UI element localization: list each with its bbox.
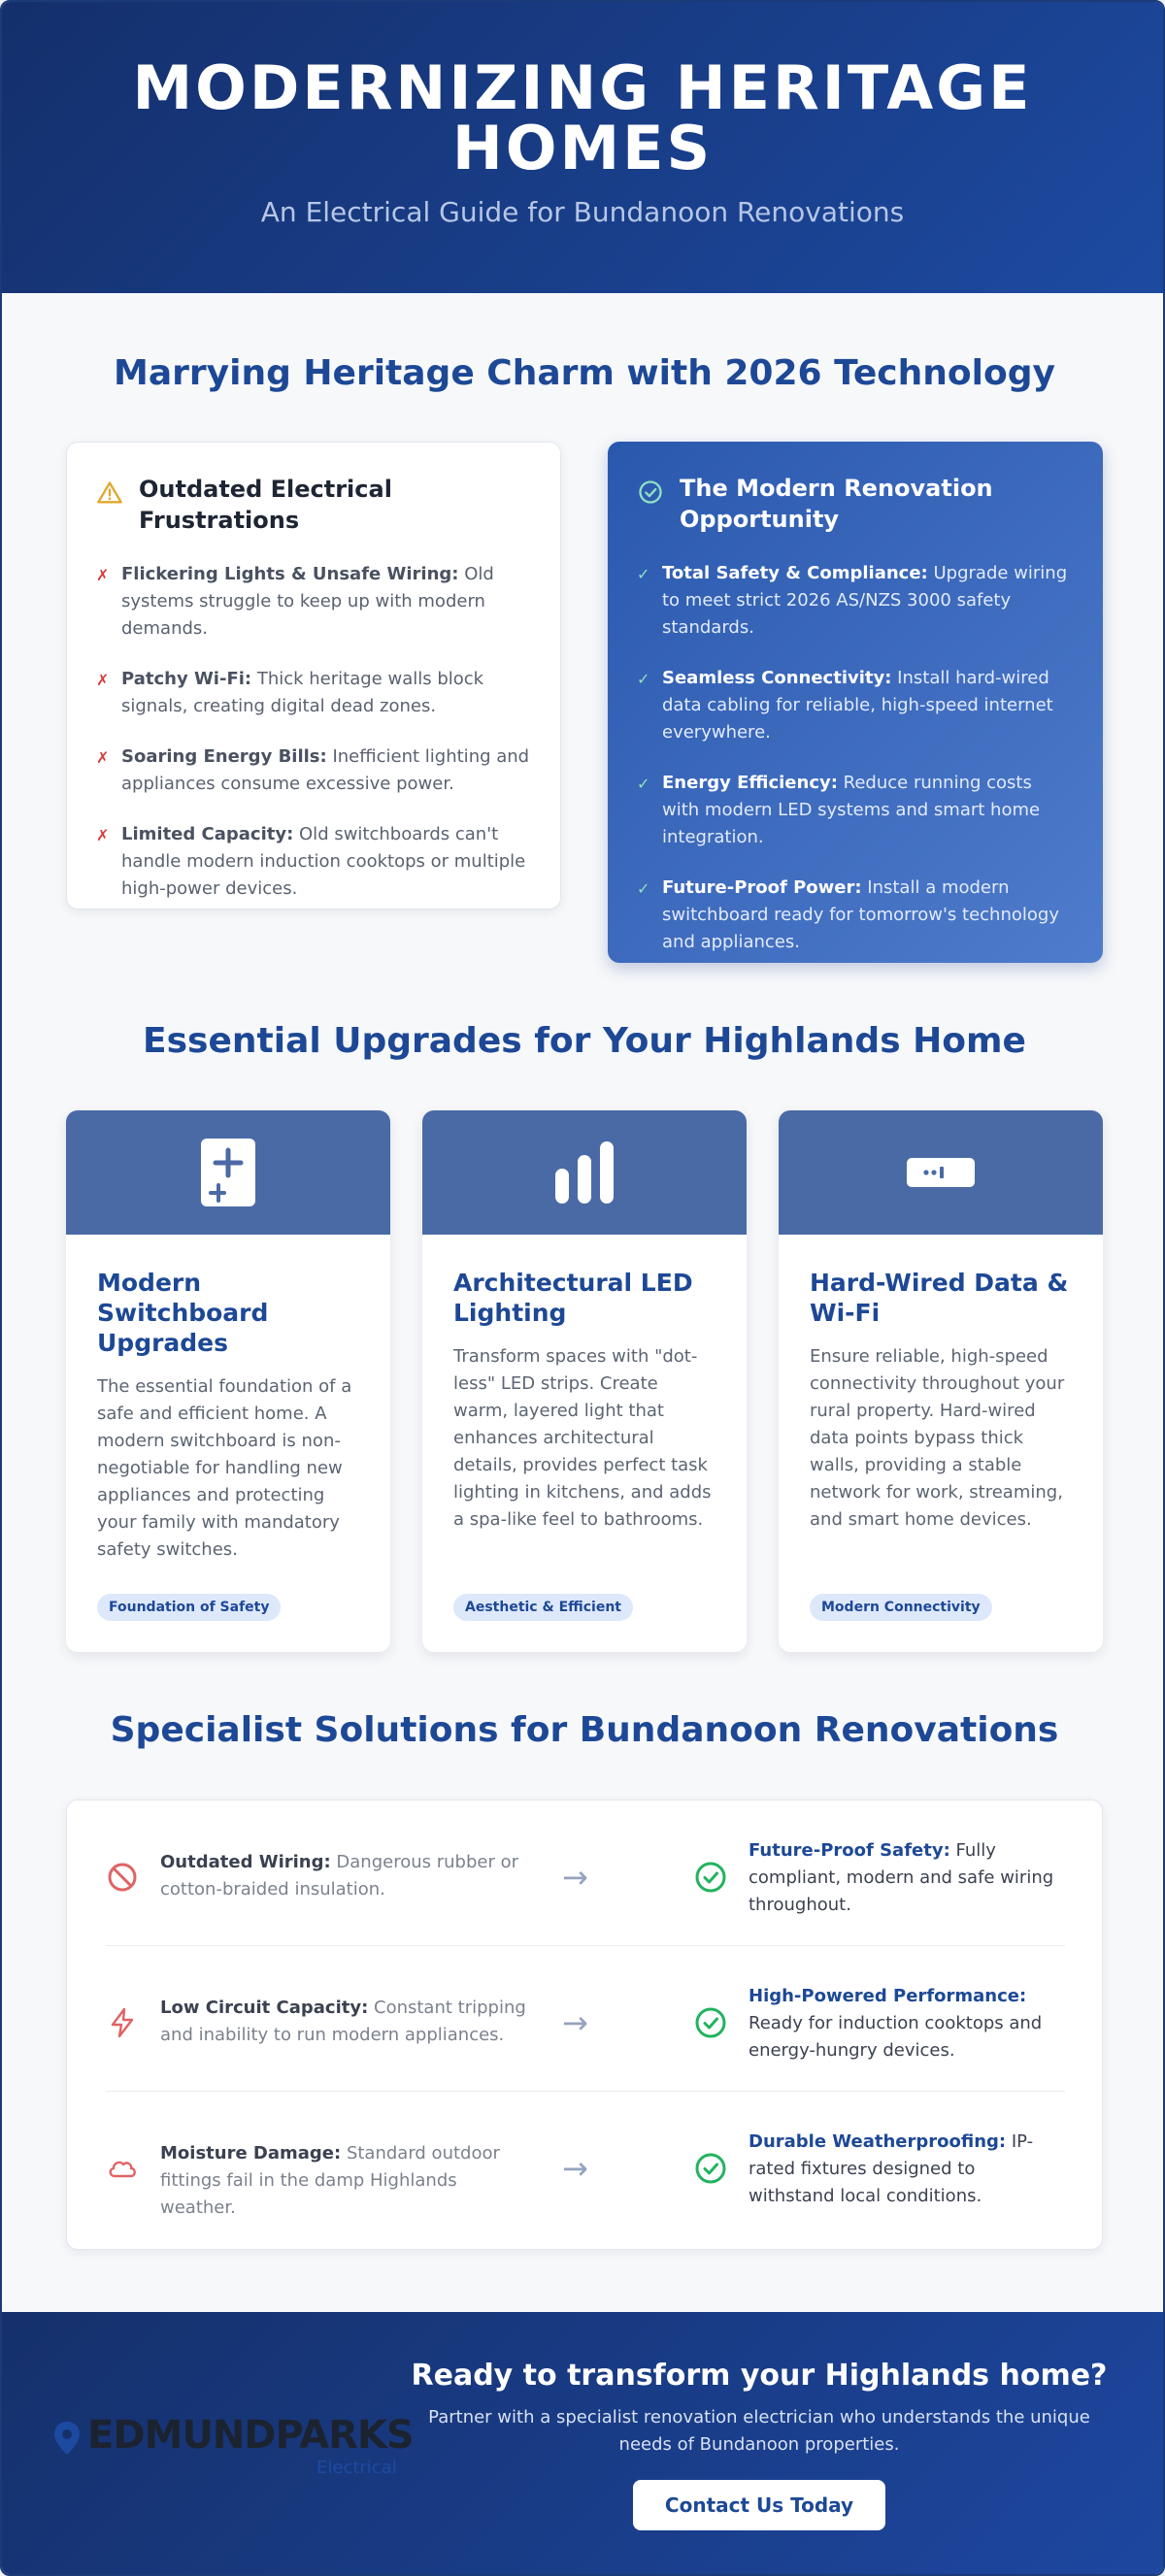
cross-icon: ✗ <box>96 748 110 767</box>
cta-title: Ready to transform your Highlands home? <box>411 2359 1108 2393</box>
specialist-section-title: Specialist Solutions for Bundanoon Renovations <box>110 1710 1059 1750</box>
card-title: Architectural LED Lighting <box>453 1269 693 1327</box>
card-banner <box>779 1110 1103 1235</box>
upgrades-section-title: Essential Upgrades for Your Highlands Home <box>143 1021 1026 1061</box>
old-card-title: Outdated Electrical Frustrations <box>139 476 392 534</box>
card-text: Ensure reliable, high-speed connectivity throughout your rural property. Hard-wired data points bypass thick walls, providing a stable network for work, streaming, and smart home devices. <box>810 1346 1065 1530</box>
check-icon: ✓ <box>637 670 650 688</box>
upgrade-card-switchboard <box>66 1110 390 1652</box>
card-text: The essential foundation of a safe and efficient home. A modern switchboard is non-negotiable for handling new appliances and protecting your family with mandatory safety switches. <box>97 1376 352 1560</box>
cta-text: Partner with a specialist renovation electrician who understands the unique needs of Bundanoon properties. <box>428 2407 1090 2455</box>
compare-section <box>66 442 1103 963</box>
card-title: Modern Switchboard Upgrades <box>97 1269 269 1357</box>
upgrades-section <box>66 1110 1103 1652</box>
card-banner <box>422 1110 747 1235</box>
arrow-right-icon: → <box>562 1859 588 1896</box>
cross-icon: ✗ <box>96 826 110 844</box>
problem-text: Outdated Wiring: Dangerous rubber or cotton-braided insulation. <box>160 1852 519 1899</box>
list-item: ✓ Future-Proof Power: Install a modern switchboard ready for tomorrow's technology and appliances. <box>637 875 1074 956</box>
page-subtitle: An Electrical Guide for Bundanoon Renovations <box>260 196 905 228</box>
cta-block <box>400 2359 1118 2530</box>
card-title: Hard-Wired Data & Wi-Fi <box>810 1269 1069 1327</box>
cross-icon: ✗ <box>96 671 110 689</box>
router-icon <box>907 1158 975 1187</box>
hero-banner <box>2 2 1163 293</box>
logo-subtitle: Electrical <box>316 2458 397 2478</box>
card-banner <box>66 1110 390 1235</box>
company-logo[interactable] <box>49 2413 417 2491</box>
solution-row <box>106 2092 1065 2237</box>
lightning-icon <box>106 2006 139 2039</box>
bar-chart-icon <box>553 1139 616 1205</box>
upgrade-card-led <box>422 1110 747 1652</box>
switchboard-icon <box>201 1139 255 1206</box>
card-tag: Foundation of Safety <box>97 1594 281 1621</box>
arrow-right-icon: → <box>562 2004 588 2041</box>
check-circle-icon <box>694 1861 727 1894</box>
card-tag: Modern Connectivity <box>810 1594 992 1621</box>
check-icon: ✓ <box>637 879 650 898</box>
cloud-icon <box>106 2152 139 2185</box>
location-pin-icon <box>52 2421 82 2456</box>
check-icon: ✓ <box>637 775 650 793</box>
list-item: ✗ Limited Capacity: Old switchboards can't handle modern induction cooktops or multiple high-power devices. <box>96 821 531 903</box>
specialist-panel <box>66 1800 1103 2250</box>
arrow-right-icon: → <box>562 2150 588 2187</box>
check-icon: ✓ <box>637 565 650 583</box>
page-title: MODERNIZING HERITAGE HOMES <box>132 52 1033 183</box>
logo-wordmark: EDMUNDPARKS <box>87 2413 414 2458</box>
contact-us-button[interactable]: Contact Us Today <box>633 2480 885 2530</box>
solution-text: Durable Weatherproofing: IP-rated fixtures designed to withstand local conditions. <box>749 2131 1034 2206</box>
modern-opportunity-card <box>608 442 1103 963</box>
opportunity-list <box>637 560 1074 956</box>
old-problems-card <box>66 442 561 909</box>
solution-row <box>106 1946 1065 2092</box>
solution-row <box>106 1800 1065 1946</box>
card-text: Transform spaces with "dot-less" LED strips. Create warm, layered light that enhances architectural details, provides perfect task lighting in kitchens, and adds a spa-like feel to bathrooms. <box>453 1346 712 1530</box>
solution-text: Future-Proof Safety: Fully compliant, modern and safe wiring throughout. <box>749 1840 1054 1915</box>
check-circle-icon <box>637 479 664 506</box>
problem-text: Low Circuit Capacity: Constant tripping and inability to run modern appliances. <box>160 1998 526 2045</box>
list-item: ✗ Flickering Lights & Unsafe Wiring: Old systems struggle to keep up with modern demands. <box>96 561 531 643</box>
list-item: ✓ Total Safety & Compliance: Upgrade wiring to meet strict 2026 AS/NZS 3000 safety standards. <box>637 560 1074 642</box>
upgrade-card-data <box>779 1110 1103 1652</box>
new-card-title: The Modern Renovation Opportunity <box>680 475 993 533</box>
list-item: ✗ Patchy Wi-Fi: Thick heritage walls block signals, creating digital dead zones. <box>96 666 531 720</box>
warning-icon <box>96 479 123 507</box>
list-item: ✓ Energy Efficiency: Reduce running costs with modern LED systems and smart home integration. <box>637 770 1074 851</box>
cross-icon: ✗ <box>96 566 110 584</box>
footer <box>2 2312 1165 2576</box>
solution-text: High-Powered Performance: Ready for induction cooktops and energy-hungry devices. <box>749 1986 1043 2061</box>
compare-section-title: Marrying Heritage Charm with 2026 Technology <box>114 353 1055 393</box>
problem-text: Moisture Damage: Standard outdoor fittings fail in the damp Highlands weather. <box>160 2143 500 2218</box>
list-item: ✓ Seamless Connectivity: Install hard-wired data cabling for reliable, high-speed internet everywhere. <box>637 665 1074 746</box>
check-circle-icon <box>694 2152 727 2185</box>
ban-icon <box>106 1861 139 1894</box>
old-problem-list <box>96 561 531 903</box>
card-tag: Aesthetic & Efficient <box>453 1594 633 1621</box>
list-item: ✗ Soaring Energy Bills: Inefficient lighting and appliances consume excessive power. <box>96 743 531 798</box>
check-circle-icon <box>694 2006 727 2039</box>
